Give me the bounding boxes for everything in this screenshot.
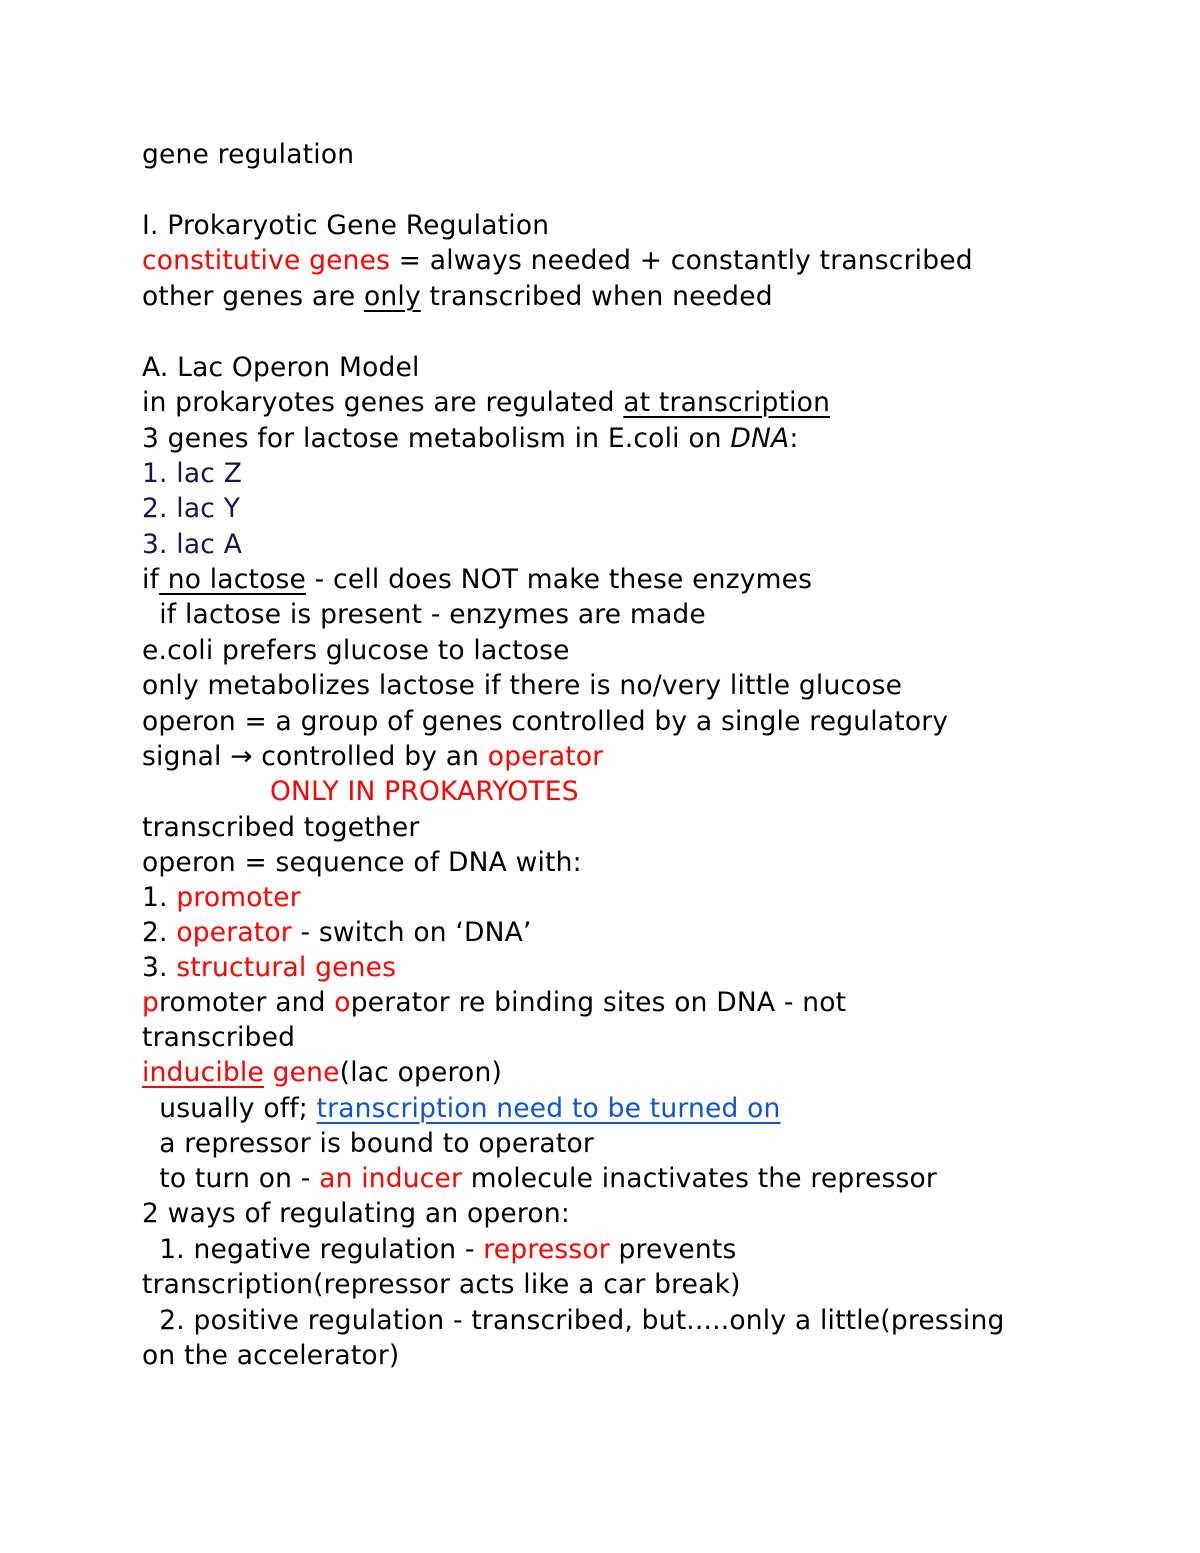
constitutive-term: constitutive genes	[142, 245, 391, 276]
usually-off-line: usually off; transcription need to be turned on	[142, 1093, 781, 1124]
section-heading: I. Prokaryotic Gene Regulation	[142, 210, 550, 241]
negative-regulation-line: 1. negative regulation - repressor prevents	[142, 1234, 737, 1265]
transcribed-line: transcribed	[142, 1022, 296, 1053]
gene-item-1: 1. lac Z	[142, 458, 243, 489]
other-genes-line: other genes are only transcribed when needed	[142, 281, 773, 312]
three-genes-line: 3 genes for lactose metabolism in E.coli on DNA:	[142, 423, 799, 454]
lac-heading: A. Lac Operon Model	[142, 352, 420, 383]
underlined-only: only	[363, 281, 421, 312]
operon-def-line: operon = a group of genes controlled by a single regulatory	[142, 706, 949, 737]
prefers-line: e.coli prefers glucose to lactose	[142, 635, 570, 666]
transcription-link[interactable]: transcription need to be turned on	[316, 1093, 781, 1124]
gene-item-3: 3. lac A	[142, 529, 243, 560]
gene-item-2: 2. lac Y	[142, 493, 241, 524]
positive-regulation-line: 2. positive regulation - transcribed, but.....only a little(pressing	[142, 1305, 1005, 1336]
prokaryotes-line: in prokaryotes genes are regulated at transcription	[142, 387, 831, 418]
repressor-bound-line: a repressor is bound to operator	[142, 1128, 594, 1159]
only-prokaryotes-note: ONLY IN PROKARYOTES	[270, 776, 579, 807]
lactose-present-line: if lactose is present - enzymes are made	[142, 599, 706, 630]
underlined-at-transcription: at transcription	[623, 387, 831, 418]
operon-seq-line: operon = sequence of DNA with:	[142, 847, 582, 878]
transcribed-together-line: transcribed together	[142, 812, 420, 843]
metabolizes-line: only metabolizes lactose if there is no/very little glucose	[142, 670, 903, 701]
turn-on-line: to turn on - an inducer molecule inactivates the repressor	[142, 1163, 937, 1194]
binding-sites-line: promoter and operator re binding sites on DNA - not	[142, 987, 847, 1018]
inducible-term: inducible	[142, 1057, 264, 1088]
operator-term: operator	[487, 741, 604, 772]
negative-regulation-cont: transcription(repressor acts like a car break)	[142, 1269, 741, 1300]
operon-item-1: 1. promoter	[142, 882, 301, 913]
underlined-no-lactose: no lactose	[159, 564, 307, 595]
two-ways-line: 2 ways of regulating an operon:	[142, 1198, 570, 1229]
repressor-term: repressor	[483, 1234, 610, 1265]
signal-line: signal → controlled by an operator	[142, 741, 604, 772]
constitutive-line: constitutive genes = always needed + constantly transcribed	[142, 245, 973, 276]
inducible-line: inducible gene(lac operon)	[142, 1057, 502, 1088]
operon-item-2: 2. operator - switch on ‘DNA’	[142, 917, 532, 948]
operon-item-3: 3. structural genes	[142, 952, 397, 983]
doc-title: gene regulation	[142, 139, 355, 170]
positive-regulation-cont: on the accelerator)	[142, 1340, 400, 1371]
inducer-term: an inducer	[319, 1163, 463, 1194]
no-lactose-line: if no lactose - cell does NOT make these enzymes	[142, 564, 813, 595]
